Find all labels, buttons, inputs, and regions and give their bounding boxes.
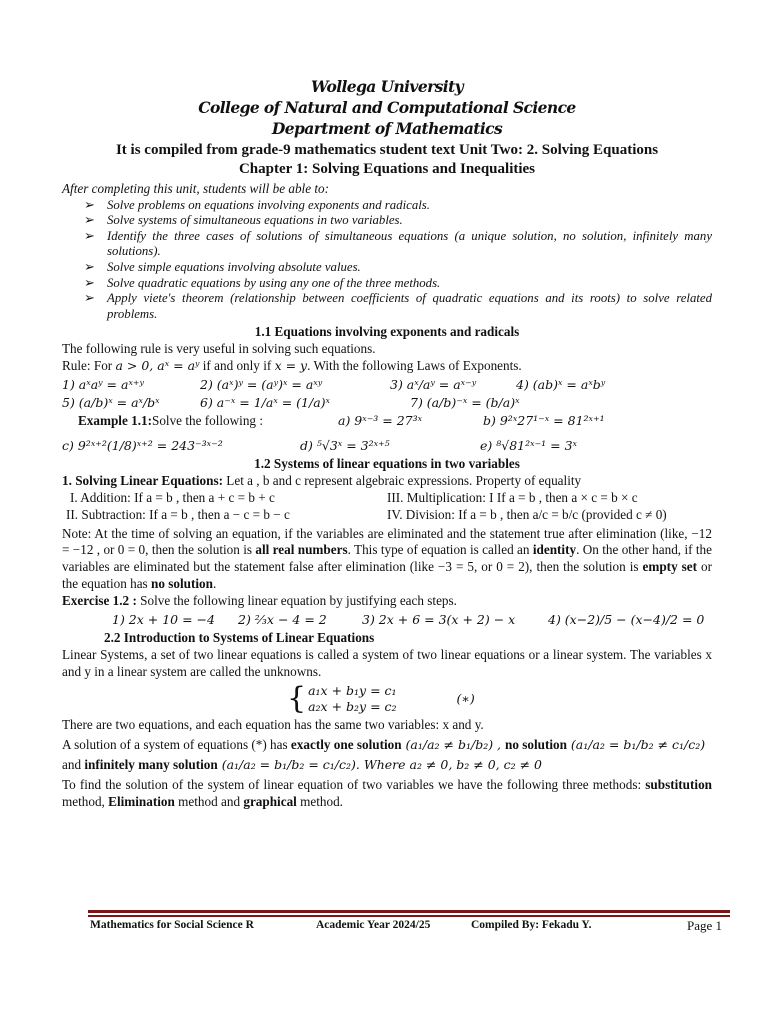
properties-row-2 <box>66 507 712 524</box>
linear-system <box>287 680 487 716</box>
footer-course: Mathematics for Social Science R <box>90 919 254 931</box>
example-1-1-row-2 <box>62 438 712 454</box>
identity-note: Note: At the time of solving an equation, if the variables are eliminated and the statement true after elimination (like, −12 = −12 , or 0 = 0, then the solution is all real numbers. This type of equation is called an identity. On the other hand, if the variables are eliminated but the statement false after elimination (like −3 = 5, or 0 = 2), then the solution is empty set or the equation has no solution. <box>62 525 712 592</box>
arrow-bullet-icon: ➢ <box>84 259 95 274</box>
law-5: 5) (a/b)ˣ = aˣ/bˣ <box>62 395 160 411</box>
addition-property: I. Addition: If a = b , then a + c = b + c <box>70 489 275 505</box>
exercise-3: 3) 2x + 6 = 3(x + 2) − x <box>362 611 516 627</box>
multiplication-property: III. Multiplication: I If a = b , then a × c = b × c <box>387 489 638 505</box>
properties-row-1 <box>70 490 712 507</box>
objectives-intro: After completing this unit, students will be able to: <box>62 180 330 196</box>
subtraction-property: II. Subtraction: If a = b , then a − c = b − c <box>66 506 290 522</box>
university-name: Wollega University <box>310 77 464 96</box>
example-1-1-row-1: Example 1.1:Solve the following : a) 9ˣ⁻³ = 27³ˣ b) 9²ˣ27¹⁻ˣ = 81²ˣ⁺¹ <box>78 413 605 429</box>
example-d: d) ⁵√3ˣ = 3²ˣ⁺⁵ <box>300 437 390 453</box>
exercise-2: 2) ⅔x − 4 = 2 <box>238 611 327 627</box>
department-name: Department of Mathematics <box>271 119 503 139</box>
exercise-1-2-list <box>112 612 712 628</box>
objective-item: ➢ Identify the three cases of solutions of simultaneous equations (a unique solution, no solution, infinitely many solutions). <box>84 228 712 259</box>
objective-item: ➢ Solve simple equations involving absolute values. <box>84 259 361 274</box>
objective-item: ➢ Solve systems of simultaneous equations in two variables. <box>84 213 403 228</box>
linear-equations-heading: 1. Solving Linear Equations: Let a , b and c represent algebraic expressions. Property of equality <box>62 472 582 488</box>
footer-year: Academic Year 2024/25 <box>316 919 431 931</box>
example-c: c) 9²ˣ⁺²(1/8)ˣ⁺² = 243⁻³ˣ⁻² <box>62 437 223 453</box>
law-3: 3) aˣ/aʸ = aˣ⁻ʸ <box>390 377 477 393</box>
arrow-bullet-icon: ➢ <box>84 275 95 290</box>
system-brace: { <box>287 680 307 716</box>
law-6: 6) a⁻ˣ = 1/aˣ = (1/a)ˣ <box>200 395 330 411</box>
example-a: a) 9ˣ⁻³ = 27³ˣ <box>338 413 423 429</box>
exponent-laws-row-1 <box>62 377 712 393</box>
infinite-solution-case: and infinitely many solution (a₁/a₂ = b₁/b₂ = c₁/c₂). Where a₂ ≠ 0, b₂ ≠ 0, c₂ ≠ 0 <box>62 756 542 772</box>
college-name: College of Natural and Computational Science <box>198 98 576 118</box>
footer-rule <box>88 910 730 917</box>
compiled-note: It is compiled from grade-9 mathematics student text Unit Two: 2. Solving Equations <box>115 142 659 159</box>
law-7: 7) (a/b)⁻ˣ = (b/a)ˣ <box>410 395 520 411</box>
arrow-bullet-icon: ➢ <box>84 291 95 306</box>
division-property: IV. Division: If a = b , then a/c = b/c (provided c ≠ 0) <box>387 506 667 522</box>
chapter-title: Chapter 1: Solving Equations and Inequalities <box>238 161 536 178</box>
exponent-laws-row-2 <box>62 395 712 411</box>
law-4: 4) (ab)ˣ = aˣbʸ <box>516 377 606 393</box>
objectives-list <box>84 198 712 323</box>
arrow-bullet-icon: ➢ <box>84 228 95 243</box>
arrow-bullet-icon: ➢ <box>84 197 95 212</box>
page-number: Page 1 <box>686 918 722 933</box>
system-equation-1: a₁x + b₁y = c₁ <box>308 682 397 698</box>
objective-item: ➢ Solve problems on equations involving exponents and radicals. <box>84 197 430 212</box>
objective-item: ➢ Solve quadratic equations by using any one of the three methods. <box>84 275 441 290</box>
solution-methods: To find the solution of the system of linear equation of two variables we have the following three methods: substitution method, Elimination method and graphical method. <box>62 776 712 809</box>
section-2-2-title: 2.2 Introduction to Systems of Linear Equations <box>104 629 375 645</box>
system-label: (∗) <box>456 690 475 706</box>
section-1-1-intro: The following rule is very useful in solving such equations. <box>62 341 376 357</box>
page-footer <box>90 918 722 935</box>
law-2: 2) (aˣ)ʸ = (aʸ)ˣ = aˣʸ <box>200 377 323 393</box>
exponent-rule: Rule: For a > 0, aˣ = aʸ if and only if x = y. With the following Laws of Exponents. <box>62 358 522 374</box>
system-equation-2: a₂x + b₂y = c₂ <box>308 698 397 714</box>
exercise-4: 4) (x−2)/5 − (x−4)/2 = 0 <box>548 611 705 627</box>
two-equations-note: There are two equations, and each equation has the same two variables: x and y. <box>62 717 484 733</box>
example-e: e) ⁸√81²ˣ⁻¹ = 3ˣ <box>480 437 577 453</box>
footer-compiled-by: Compiled By: Fekadu Y. <box>471 919 592 931</box>
exercise-1: 1) 2x + 10 = −4 <box>112 611 215 627</box>
exercise-1-2-heading: Exercise 1.2 : Solve the following linear equation by justifying each steps. <box>62 593 457 609</box>
solution-cases: A solution of a system of equations (*) has exactly one solution (a₁/a₂ ≠ b₁/b₂) , no solution (a₁/a₂ = b₁/b₂ ≠ c₁/c₂) <box>62 737 706 753</box>
arrow-bullet-icon: ➢ <box>84 213 95 228</box>
section-1-2-title: 1.2 Systems of linear equations in two variables <box>254 455 520 471</box>
section-1-1-title: 1.1 Equations involving exponents and radicals <box>254 324 520 340</box>
objective-item: ➢ Apply viete's theorem (relationship between coefficients of quadratic equations and its roots) to solve related problems. <box>84 291 712 321</box>
example-b: b) 9²ˣ27¹⁻ˣ = 81²ˣ⁺¹ <box>483 413 605 429</box>
example-label: Example 1.1: <box>78 413 152 429</box>
law-1: 1) aˣaʸ = aˣ⁺ʸ <box>62 377 144 393</box>
linear-systems-definition: Linear Systems, a set of two linear equations is called a system of two linear equations or a linear system. The variables x and y in a linear system are called the unknowns. <box>62 646 712 679</box>
